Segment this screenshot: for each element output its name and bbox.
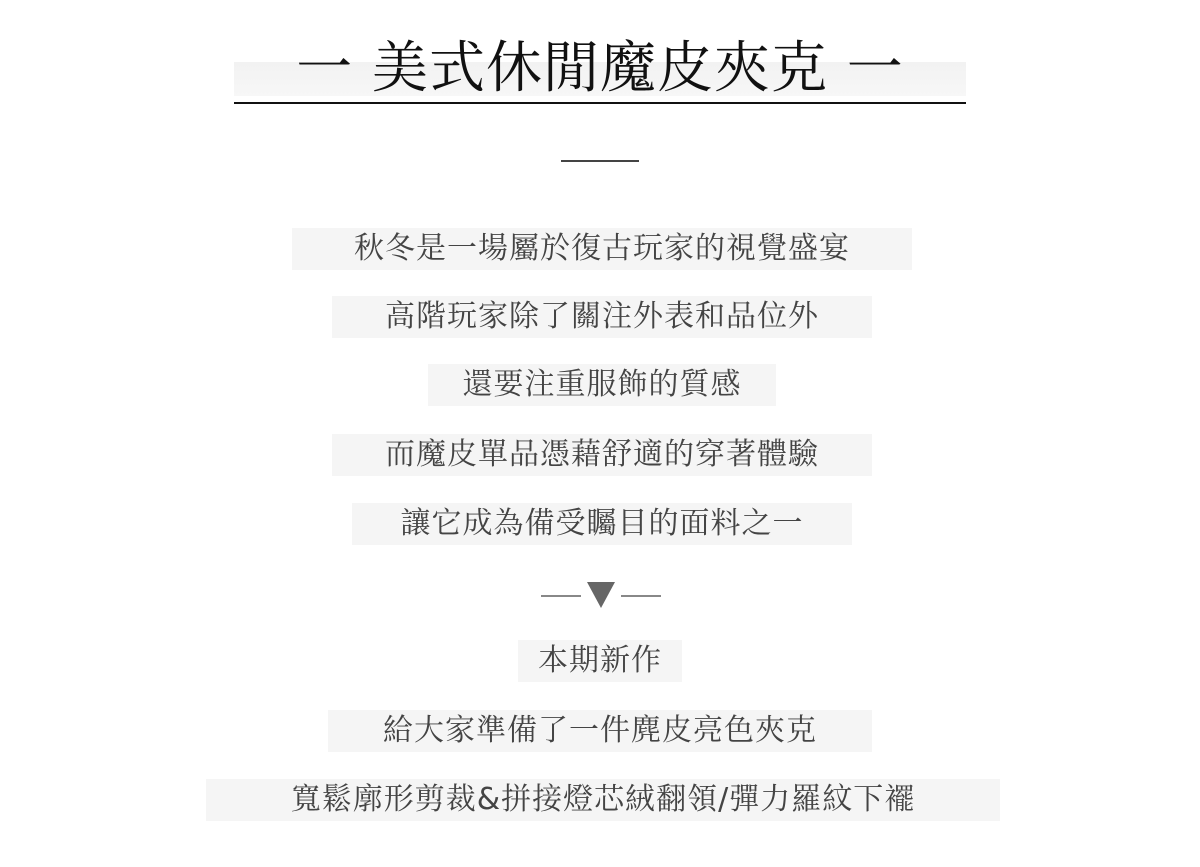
intro-line-2: 高階玩家除了關注外表和品位外 <box>332 296 872 338</box>
new-section-line-1: 給大家準備了一件麂皮亮色夾克 <box>328 710 872 752</box>
section-divider <box>541 580 661 610</box>
divider-dash-left <box>541 595 581 597</box>
short-divider <box>561 160 639 162</box>
new-section-heading: 本期新作 <box>518 640 682 682</box>
intro-line-3: 還要注重服飾的質感 <box>428 364 776 406</box>
divider-dash-right <box>621 595 661 597</box>
intro-line-1: 秋冬是一場屬於復古玩家的視覺盛宴 <box>292 228 912 270</box>
page-title-block <box>234 36 966 104</box>
new-section-line-2: 寬鬆廓形剪裁&拼接燈芯絨翻領/彈力羅紋下襬 <box>206 779 1000 821</box>
intro-line-5: 讓它成為備受矚目的面料之一 <box>352 503 852 545</box>
down-triangle-icon <box>587 582 615 608</box>
page-title: 一 美式休閒魔皮夾克 一 <box>296 36 904 101</box>
intro-line-4: 而魔皮單品憑藉舒適的穿著體驗 <box>332 434 872 476</box>
title-underline <box>234 102 966 104</box>
